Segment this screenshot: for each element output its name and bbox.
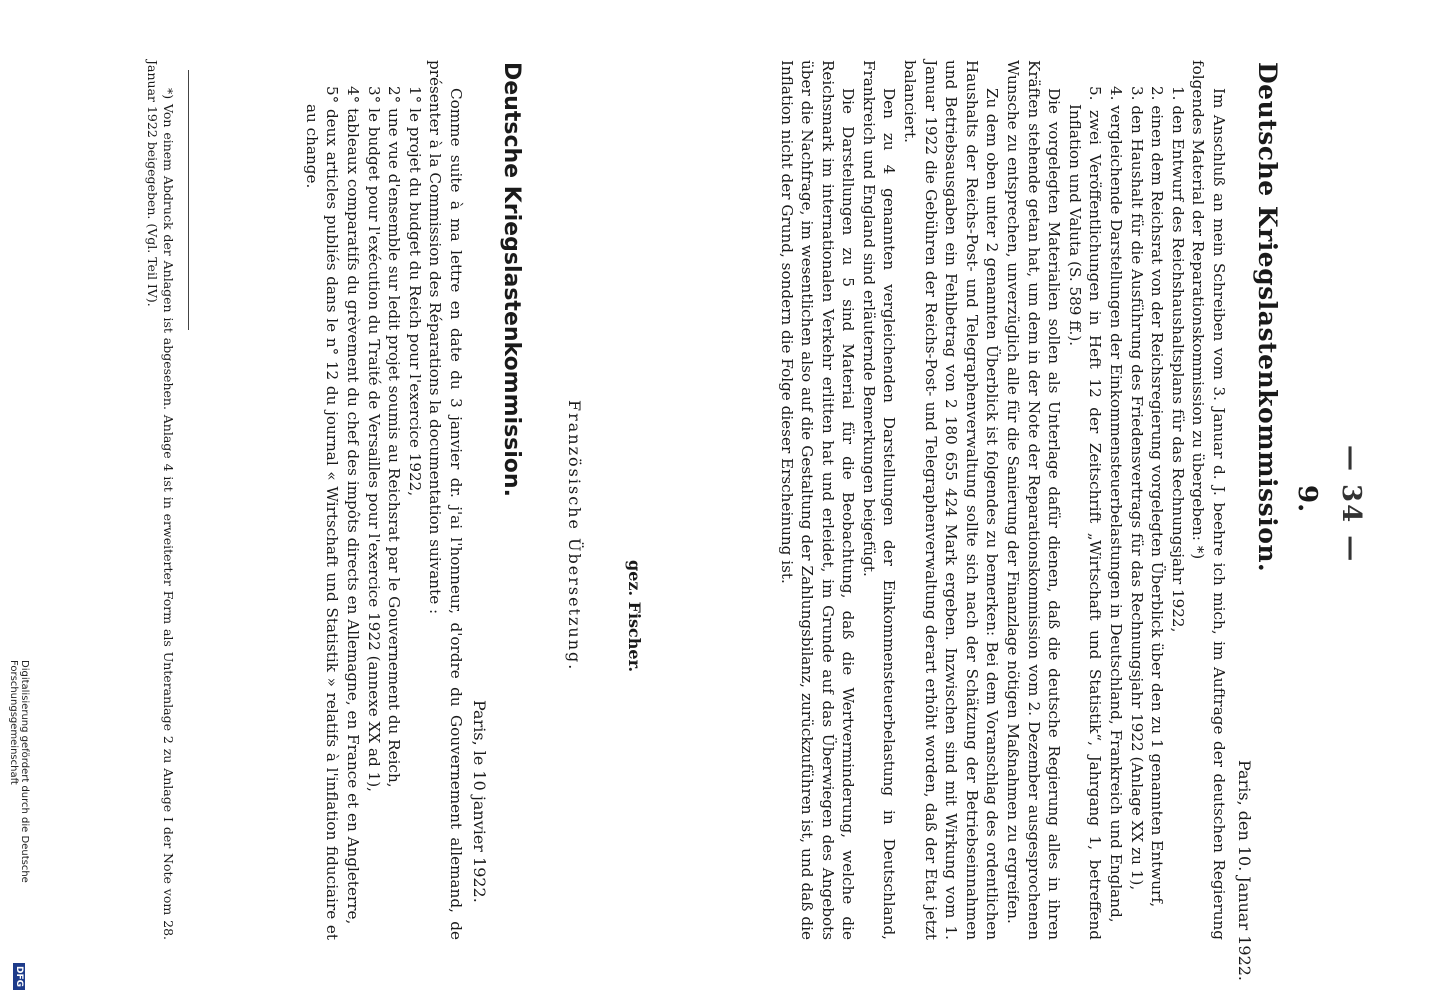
french-intro-paragraph: Comme suite à ma lettre en date du 3 janvier dr. j'ai l'honneur, d'ordre du Gouvernement allemand, de présenter à la Commission des Réparations la documentation suivante : <box>426 60 465 940</box>
list-item: 1° le projet du budget du Reich pour l'exercice 1922, <box>405 86 424 497</box>
french-dateline: Paris, le 10 janvier 1922. <box>470 700 489 903</box>
header-title: Deutsche Kriegslastenkommission. <box>1253 62 1282 573</box>
translation-heading: Französische Übersetzung. <box>565 400 584 672</box>
signature: gez. Fischer. <box>625 560 644 673</box>
page-number: — 34 — <box>1336 445 1366 564</box>
list-item: 2. einen dem Reichsrat von der Reichsregierung vorgelegten Überblick über den zu 1 genannten Entwurf, <box>1148 86 1167 908</box>
footnote <box>144 60 176 940</box>
list-item: 3. den Haushalt für die Ausführung des Friedensvertrags für das Rechnungsjahr 1922 (Anlage XX zu 1), <box>1127 86 1146 891</box>
list-item: 5. zwei Veröffentlichungen in Heft 12 der Zeitschrift „Wirtschaft und Statistik“, Jahrgang 1, betreffend Inflation und Valuta (S. 589 ff.). <box>1065 86 1105 940</box>
intro-paragraph: Im Anschluß an mein Schreiben vom 3. Januar d. J. beehre ich mich, im Auftrage der deutschen Regierung folgendes Material der Reparationskommission zu übergeben: *) <box>1189 60 1228 940</box>
digitization-credit <box>8 660 30 990</box>
footnote-divider <box>188 70 189 330</box>
list-item: 3° le budget pour l'exécution du Traité de Versailles pour l'exercice 1922 (annexe XX ad 1), <box>364 86 383 792</box>
list-item: 2° une vue d'ensemble sur ledit projet soumis au Reichsrat par le Gouvernement du Reich, <box>385 86 404 788</box>
list-item: 4. vergleichende Darstellungen der Einkommensteuerbelastungen in Deutschland, Frankreich und England, <box>1107 86 1126 923</box>
body-paragraph: Den zu 4 genannten vergleichenden Darstellungen der Einkommensteuerbelastung in Deutschland, Frankreich und England sind erläuternde Bemerkungen beigefügt. <box>859 60 899 940</box>
german-letter-body <box>776 60 1229 940</box>
document-number: 9. <box>1292 485 1322 513</box>
body-paragraph: Die Darstellungen zu 5 sind Material für die Beobachtung, daß die Wertverminderung, welche die Reichsmark im internationalen Verkehr erlitten hat und erleidet, im Grunde auf das Überwiegen des Angebots über die Nachfrage, im wesentlichen also auf die Gestaltung der Zahlungsbilanz, zurückzuführen ist, und daß die Inflation nicht der Grund, sondern die Folge dieser Erscheinung ist. <box>777 60 858 940</box>
list-item: 5° deux articles publiés dans le n° 12 du journal « Wirtschaft und Statistik » relatifs à l'inflation fiduciaire et au change. <box>302 86 342 940</box>
footnote-text: *) Von einem Abdruck der Anlagen ist abgesehen. Anlage 4 ist in erweiterter Form als Unteranlage 2 zu Anlage I der Note vom 28. Januar 1922 beigegeben. (Vgl. Teil IV). <box>145 60 176 940</box>
body-paragraph: Zu dem oben unter 2 genannten Überblick ist folgendes zu bemerken: Bei dem Voranschlag des ordentlichen Haushalts der Reichs-Post- und Telegraphenverwaltung sollte sich nach der Schätzung der Betriebseinnahmen und Betriebsausgaben ein Fehlbetrag von 2 180 655 424 Mark ergeben. Inzwischen sind mit Wirkung vom 1. Januar 1922 die Gebühren der Reichs-Post- und Telegraphenverwaltung derart erhöht worden, daß der Etat jetzt balanciert. <box>901 60 1002 940</box>
list-item: 1. den Entwurf des Reichshaushaltsplans für das Rechnungsjahr 1922, <box>1168 86 1187 633</box>
enclosure-list <box>1064 60 1188 940</box>
dfg-logo: DFG <box>13 963 25 990</box>
french-letter-body <box>301 60 466 940</box>
dateline: Paris, den 10. Januar 1922. <box>1235 760 1254 982</box>
body-paragraph: Die vorgelegten Materialien sollen als Unterlage dafür dienen, daß die deutsche Regierung alles in ihren Kräften stehende getan hat, um dem in der Note der Reparationskommission vom 2. Dezember ausgesprochenen Wunsche zu entsprechen, unverzüglich alle für die Sanierung der Finanzlage nötigen Maßnahmen zu ergreifen. <box>1004 60 1064 940</box>
french-title: Deutsche Kriegslastenkommission. <box>499 62 524 497</box>
french-enclosure-list <box>301 60 425 940</box>
list-item: 4° tableaux comparatifs du grèvement du chef des impôts directs en Allemagne, en France et en Angleterre, <box>344 86 363 925</box>
credit-text: Digitalisierung gefördert durch die Deutsche Forschungsgemeinschaft <box>8 660 30 883</box>
